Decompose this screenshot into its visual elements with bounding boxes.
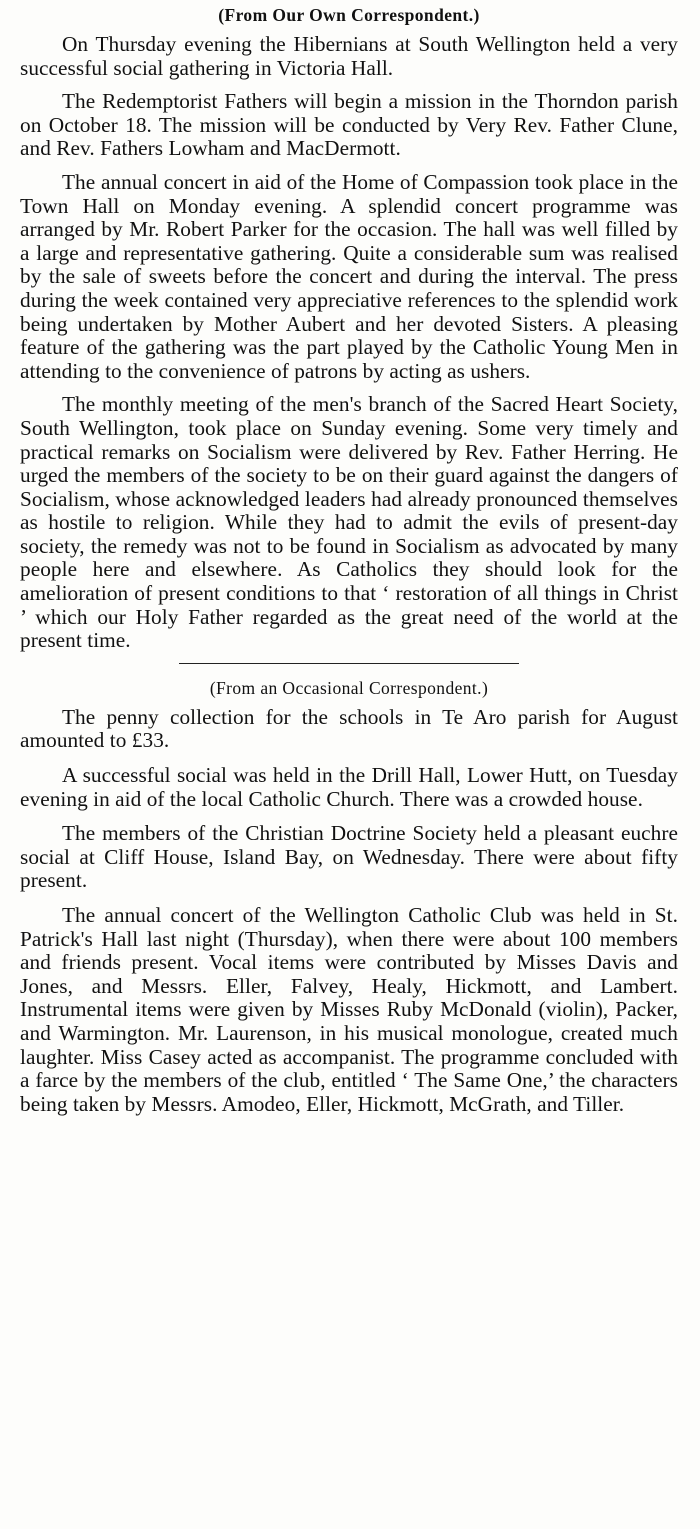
paragraph-hibernians-social: On Thursday evening the Hibernians at South Wellington held a very successful social gathering in Victoria Hall. [20, 32, 678, 80]
section-own-correspondent [20, 5, 678, 653]
paragraph-redemptorist-mission: The Redemptorist Fathers will begin a mission in the Thorndon parish on October 18. The mission will be conducted by Very Rev. Father Clune, and Rev. Fathers Lowham and MacDermott. [20, 89, 678, 161]
paragraph-sacred-heart-society: The monthly meeting of the men's branch of the Sacred Heart Society, South Wellington, took place on Sunday evening. Some very timely and practical remarks on Socialism were delivered by Rev. Father Herring. He urged the members of the society to be on their guard against the dangers of Socialism, whose acknowledged leaders had already pronounced themselves as hostile to religion. While they had to admit the evils of present-day society, the remedy was not to be found in Socialism as advocated by many people here and elsewhere. As Catholics they should look for the amelioration of present conditions to that ‘ restoration of all things in Christ ’ which our Holy Father regarded as the great need of the world at the present time. [20, 392, 678, 653]
paragraph-drill-hall-social: A successful social was held in the Drill Hall, Lower Hutt, on Tuesday evening in aid of the local Catholic Church. There was a crowded house. [20, 763, 678, 811]
paragraph-catholic-club-concert: The annual concert of the Wellington Catholic Club was held in St. Patrick's Hall last night (Thursday), when there were about 100 members and friends present. Vocal items were contributed by Misses Davis and Jones, and Messrs. Eller, Falvey, Healy, Hickmott, and Lambert. Instrumental items were given by Misses Ruby McDonald (violin), Packer, and Warmington. Mr. Laurenson, in his musical monologue, created much laughter. Miss Casey acted as accompanist. The programme concluded with a farce by the members of the club, entitled ‘ The Same One,’ the characters being taken by Messrs. Amodeo, Eller, Hickmott, McGrath, and Tiller. [20, 903, 678, 1116]
section-divider [179, 663, 519, 664]
byline-occasional-correspondent: (From an Occasional Correspondent.) [209, 677, 489, 698]
article-column [20, 0, 678, 1127]
byline-own-correspondent: (From Our Own Correspondent.) [218, 5, 480, 25]
section-occasional-correspondent [20, 678, 678, 1117]
paragraph-christian-doctrine-society: The members of the Christian Doctrine Society held a pleasant euchre social at Cliff House, Island Bay, on Wednesday. There were about fifty present. [20, 821, 678, 893]
paragraph-penny-collection: The penny collection for the schools in Te Aro parish for August amounted to £33. [20, 704, 678, 753]
paragraph-home-of-compassion-concert: The annual concert in aid of the Home of Compassion took place in the Town Hall on Monday evening. A splendid concert programme was arranged by Mr. Robert Parker for the occasion. The hall was well filled by a large and representative gathering. Quite a considerable sum was realised by the sale of sweets before the concert and during the interval. The press during the week contained very appreciative references to the splendid work being undertaken by Mother Aubert and her devoted Sisters. A pleasing feature of the gathering was the part played by the Catholic Young Men in attending to the convenience of patrons by acting as ushers. [20, 169, 678, 383]
